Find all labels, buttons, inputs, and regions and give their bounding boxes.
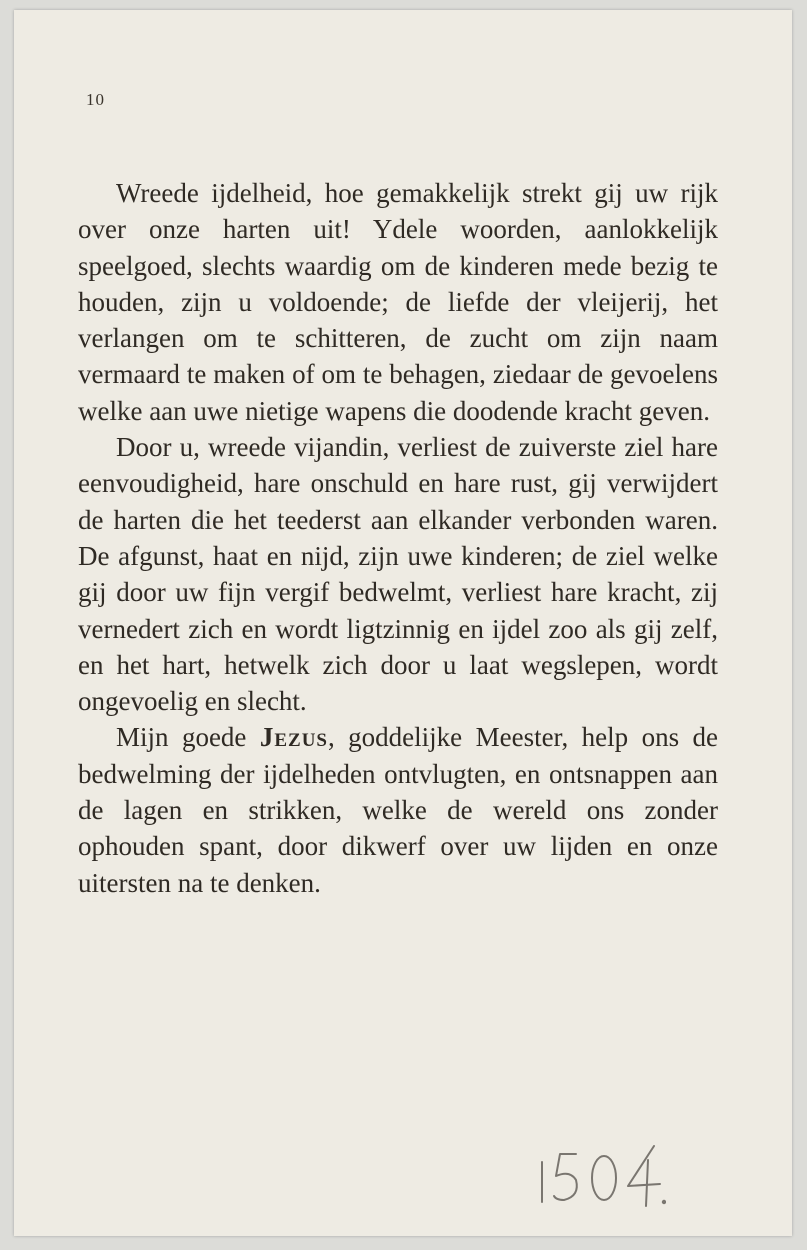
handwritten-inventory-number xyxy=(536,1140,666,1210)
body-text xyxy=(78,175,718,901)
paragraph-3-rest: , goddelijke Meester, help ons de bedwelming der ijdelheden ontvlugten, en ontsnappen aan de lagen en strikken, welke de wereld ons zonder ophouden spant, door dikwerf over uw lijden en onze uitersten na te denken. xyxy=(78,722,719,898)
paragraph-1: Wreede ijdelheid, hoe gemakkelijk strekt gij uw rijk over onze harten uit! Ydele woorden, aanlokkelijk speelgoed, slechts waardig om de kinderen mede bezig te houden, zijn u voldoende; de liefde der vleijerij, het verlangen om te schitteren, de zucht om zijn naam vermaard te maken of om te behagen, ziedaar de gevoelens welke aan uwe nietige wapens die doodende kracht geven. xyxy=(78,178,718,426)
page-number: 10 xyxy=(86,90,105,109)
paragraph-3 xyxy=(78,719,718,900)
paragraph-2: Door u, wreede vijandin, verliest de zuiverste ziel hare eenvoudigheid, hare onschuld en hare rust, gij verwijdert de harten die het teederst aan elkander verbonden waren. De afgunst, haat en nijd, zijn uwe kinderen; de ziel welke gij door uw fijn vergif bedwelmt, verliest hare kracht, zij vernedert zich en wordt ligtzinnig en ijdel zoo als gij zelf, en het hart, hetwelk zich door u laat wegslepen, wordt ongevoelig en slecht. xyxy=(78,432,718,717)
name-emphasis: Jezus xyxy=(259,722,328,753)
paragraph-3-start: Mijn goede xyxy=(116,722,260,753)
book-page xyxy=(14,10,792,1236)
